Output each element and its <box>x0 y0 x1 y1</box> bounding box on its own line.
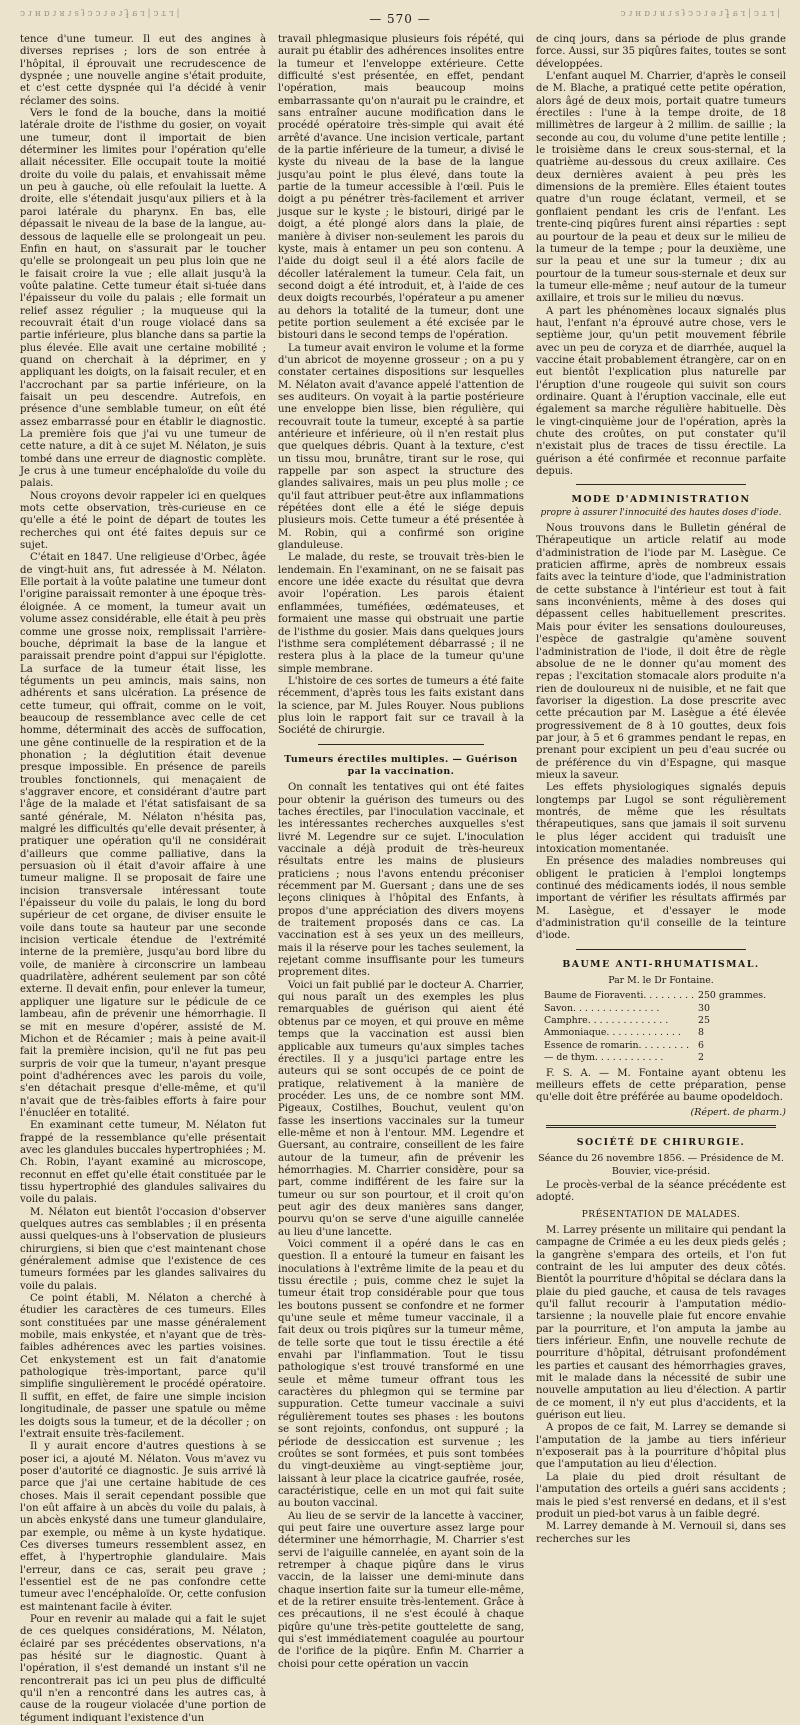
paragraph: M. Nélaton eut bientôt l'occasion d'observer quelques autres cas semblables ; il en présenta aussi quelques-uns à l'observation de plusieurs chirurgiens, si bien que c'est maintenant chose généralement admise que l'existence de ces tumeurs formées par les glandes salivaires du voile du palais. <box>20 1206 266 1292</box>
paragraph: L'enfant auquel M. Charrier, d'après le conseil de M. Blache, a pratiqué cette petite opération, alors âgé de deux mois, portait quatre tumeurs érectiles : l'une à la tempe droite, de 18 millimètres de largeur à 2 millim. de saillie ; la seconde au cou, du volume d'une petite lentille ; le troisième dans le creux sous-sternal, et la quatrième au-dessous du creux axillaire. Ces deux dernières avaient à peu près les dimensions de la première. Elles étaient toutes quatre d'un rouge éclatant, vermeil, et se gonflaient pendant les cris de l'enfant. Les trente-cinq piqûres furent ainsi réparties : sept au pourtour de la peau et deux sur le milieu de la tumeur de la tempe ; pour la deuxième, une sur la peau et une sur la tumeur ; dix au pourtour de la tumeur sous-sternale et deux sur la tumeur elle-même ; neuf autour de la tumeur axillaire, et trois sur le milieu du nœvus. <box>536 71 786 305</box>
running-header <box>0 8 800 30</box>
recipe-ingredient: — de thym. . . . . . . . . . . . <box>544 1052 664 1064</box>
section-divider <box>576 949 746 950</box>
paragraph: Le procès-verbal de la séance précédente est adopté. <box>536 1179 786 1204</box>
paragraph: Pour en revenir au malade qui a fait le sujet de ces quelques considérations, M. Nélaton, éclairé par ses précédentes observations, n'a pas hésité sur le diagnostic. Quant à l'opération, il s'est demandé un instant s'il ne rencontrerait pas ici un peu plus de difficulté qu'il n'en a rencontré dans les autres cas, à cause de la rougeur violacée d'une portion de tégument indiquant l'existence d'un <box>20 1614 266 1724</box>
section-title-erectile-tumors: Tumeurs érectiles multiples. — Guérison par la vaccination. <box>284 753 518 777</box>
recipe-row <box>544 1027 786 1039</box>
recipe-ingredient: Camphre. . . . . . . . . . . . . . <box>544 1015 669 1027</box>
paragraph: Vers le fond de la bouche, dans la moitié latérale droite de l'isthme du gosier, on voyait une tumeur, dont il importait de bien déterminer les limites pour l'opération qu'elle allait nécessiter. Elle occupait toute la moitié droite du voile du palais, et envahissait même un peu à gauche, où elle refoulait la luette. A droite, elle s'étendait jusqu'aux piliers et à la paroi latérale du pharynx. En bas, elle dépassait le niveau de la base de la langue, au-dessous de laquelle elle se prolongeait un peu. Enfin en haut, on s'assurait par le toucher qu'elle se prolongeait un peu plus loin que ne le faisait croire la vue ; elle allait jusqu'à la voûte palatine. Cette tumeur était si-tuée dans l'épaisseur du voile du palais ; elle formait un relief assez régulier ; la muqueuse qui la recouvrait était d'un rouge violacé dans sa partie inférieure, plus blanche dans sa partie la plus élevée. Elle avait une certaine mobilité ; quand on cherchait à la déprimer, en y appliquant les doigts, on la faisait reculer, et en l'accrochant par sa partie inférieure, on la faisait un peu descendre. Autrefois, en présence d'une semblable tumeur, on eût été assez embarrassé pour en établir le diagnostic. La première fois que j'ai vu une tumeur de cette nature, a dit à ce sujet M. Nélaton, je suis tombé dans une erreur de diagnostic complète. Je crus à une tumeur encéphaloïde du voile du palais. <box>20 108 266 490</box>
paragraph: A propos de ce fait, M. Larrey se demande si l'amputation de la jambe au tiers inférieur n'exposerait pas à la pourriture d'hôpital plus que l'amputation au lieu d'élection. <box>536 1422 786 1471</box>
paragraph: de cinq jours, dans sa période de plus grande force. Aussi, sur 35 piqûres faites, toutes se sont développées. <box>536 34 786 70</box>
recipe-ingredient: Savon. . . . . . . . . . . . . . . <box>544 1002 660 1014</box>
paragraph: L'histoire de ces sortes de tumeurs a été faite récemment, d'après tous les faits existant dans la science, par M. Jules Rouyer. Nous publions plus loin le rapport fait sur ce travail à la Société de chirurgie. <box>278 675 524 737</box>
column-middle <box>278 34 524 1670</box>
paragraph: On connaît les tentatives qui ont été faites pour obtenir la guérison des tumeurs ou des taches érectiles, par l'inoculation vaccinale, et les intéressantes recherches auxquelles s'est livré M. Legendre sur ce sujet. L'inoculation vaccinale a déjà produit de très-heureux résultats entre les mains de plusieurs praticiens ; nous l'avons entendu préconiser récemment par M. Guersant ; dans une de ses leçons cliniques à l'hôpital des Enfants, à propos d'une appréciation des divers moyens de traitement proposés dans ce cas. La vaccination est à ses yeux un des meilleurs, mais il la réserve pour les taches seulement, la rejetant comme insuffisante pour les tumeurs proprement dites. <box>278 782 524 979</box>
section-divider <box>576 484 746 485</box>
paragraph: Nous croyons devoir rappeler ici en quelques mots cette observation, très-curieuse en ce qu'elle a été le point de départ de toutes les recherches qui ont été faites depuis sur ce sujet. <box>20 490 266 552</box>
column-left <box>20 34 266 1724</box>
recipe-quantity: 6 <box>698 1039 704 1051</box>
paragraph: C'était en 1847. Une religieuse d'Orbec, âgée de vingt-huit ans, fut adressée à M. Nélaton. Elle portait à la voûte palatine une tumeur dont l'origine paraissait remonter à une époque très-éloignée. A ce moment, la tumeur avait un volume assez considérable, elle était à peu près comme une grosse noix, remplissait l'arrière-bouche, déprimait la base de la langue et paraissait prendre point d'appui sur l'épiglotte. La surface de la tumeur était lisse, les téguments un peu amincis, mais sains, non adhérents et sans ulcération. La présence de cette tumeur, qui offrait, comme on le voit, beaucoup de ressemblance avec celle de cet homme, déterminait des accès de suffocation, une gêne continuelle de la respiration et de la phonation ; la déglutition était devenue presque impossible. En présence de pareils troubles fonctionnels, qui menaçaient de s'aggraver encore, et considérant d'autre part l'âge de la malade et l'état satisfaisant de sa santé générale, M. Nélaton n'hésita pas, malgré les difficultés qu'elle devait présenter, à pratiquer une opération qu'il ne considérait d'ailleurs que comme palliative, dans la persuasion où il était d'avoir affaire à une tumeur maligne. Il se proposait de faire une incision transversale intéressant toute l'épaisseur du voile du palais, le long du bord supérieur de cet organe, de diviser ensuite le voile dans toute sa hauteur par une seconde incision verticale étendue de l'extrémité interne de la première, jusqu'au bord libre du voile, de manière à circonscrire un lambeau quadrilatère, adhérent seulement par son côté externe. Il devait enfin, pour enlever la tumeur, appliquer une ligature sur le pédicule de ce lambeau, afin de prévenir une hémorrhagie. Il se mit en mesure d'opérer, assisté de M. Michon et de Récamier ; mais à peine avait-il fait la première incision, qu'il ne fut pas peu surpris de voir que la tumeur, n'ayant presque point d'adhérences avec les parois du voile, s'en détachait presque d'elle-même, et qu'il n'avait que de très-faibles efforts à faire pour l'énucléer en totalité. <box>20 552 266 1119</box>
recipe-quantity: 8 <box>698 1027 704 1039</box>
recipe-ingredient: Ammoniaque. . . . . . . . . . . . . <box>544 1027 681 1039</box>
paragraph: En présence des maladies nombreuses qui obligent le praticien à l'emploi longtemps continué des médicaments iodés, il nous semble important de vérifier les résultats affirmés par M. Lasègue, et d'essayer le mode d'administration qu'il conseille de la teinture d'iode. <box>536 856 786 942</box>
paragraph: F. S. A. — M. Fontaine ayant obtenu les meilleurs effets de cette préparation, pense qu'elle doit être préférée au baume opodeldoch. <box>536 1067 786 1104</box>
author-line: Par M. le Dr Fontaine. <box>608 975 714 987</box>
section-heading <box>536 494 786 519</box>
recipe-quantity: 25 <box>698 1015 710 1027</box>
paragraph: M. Larrey présente un militaire qui pendant la campagne de Crimée a eu les deux pieds gelés ; la gangrène s'empara des orteils, et l'on fut contraint de les lui amputer des deux côtés. Bientôt la pourriture d'hôpital se déclara dans la plaie du pied gauche, et causa de tels ravages qu'il fallut recourir à l'amputation médio-tarsienne ; la nouvelle plaie fut encore envahie par la pourriture, et l'on amputa la jambe au tiers inférieur. Enfin, une nouvelle rechute de pourriture d'hôpital, détruisant profondément les parties et causant des hémorrhagies graves, mit le malade dans la nécessité de subir une nouvelle amputation au lieu d'élection. A partir de ce moment, il n'y eut plus d'accidents, et la guérison eut lieu. <box>536 1224 786 1422</box>
paragraph: Ce point établi, M. Nélaton a cherché à étudier les caractères de ces tumeurs. Elles sont constituées par une masse généralement mobile, mais enkystée, et n'ayant que de très-faibles adhérences avec les parties voisines. Cet enkystement est un fait d'anatomie pathologique très-important, parce qu'il simplifie singulièrement le procédé opératoire. Il suffit, en effet, de faire une simple incision longitudinale, de passer une spatule ou même les doigts sous la tumeur, et de la décoller ; on l'extrait ensuite très-facilement. <box>20 1293 266 1440</box>
paragraph: En examinant cette tumeur, M. Nélaton fut frappé de la ressemblance qu'elle présentait avec les glandules buccales hypertrophiées ; M. Ch. Robin, l'ayant examiné au microscope, reconnut en effet qu'elle était constituée par le tissu hypertrophié des glandules salivaires du voile du palais. <box>20 1120 266 1206</box>
section-heading <box>536 1137 786 1149</box>
section-title-iodine: MODE D'ADMINISTRATION <box>571 494 751 506</box>
paragraph: Au lieu de se servir de la lancette à vacciner, qui peut faire une ouverture assez large pour déterminer une hémorrhagie, M. Charrier s'est servi de l'aiguille cannelée, en ayant soin de la retremper à chaque piqûre dans le virus vaccin, de la laisser une demi-minute dans chaque insertion faite sur la tumeur elle-même, et de la retirer ensuite très-lentement. Grâce à ces précautions, il ne s'est écoulé à chaque piqûre qu'une très-petite gouttelette de sang, qui s'est immédiatement coagulée au pourtour de l'orifice de la piqûre. Enfin M. Charrier a choisi pour cette opération un vaccin <box>278 1510 524 1670</box>
paragraph: Il y aurait encore d'autres questions à se poser ici, a ajouté M. Nélaton. Vous m'avez vu poser d'autorité ce diagnostic. Je suis arrivé là parce que j'ai une certaine habitude de ces choses. Mais il serait cependant possible que l'on eût affaire à un abcès du voile du palais, à un abcès enkysté dans une tumeur glandulaire, par exemple, ou même à un kyste hydatique. Ces diverses tumeurs ressemblent assez, en effet, à l'hypertrophie glandulaire. Mais l'erreur, dans ce cas, serait peu grave ; l'essentiel est de ne pas confondre cette tumeur avec l'encéphaloïde. Or, cette confusion est maintenant facile à éviter. <box>20 1441 266 1613</box>
section-subtitle-iodine: propre à assurer l'innocuité des hautes doses d'iode. <box>540 507 782 518</box>
section-divider <box>318 744 484 745</box>
paragraph: M. Larrey demande à M. Vernouil si, dans ses recherches sur les <box>536 1521 786 1545</box>
recipe-quantity: 2 <box>698 1052 704 1064</box>
recipe-list <box>544 990 786 1064</box>
paragraph: Le malade, du reste, se trouvait très-bien le lendemain. En l'examinant, on ne se faisait pas encore une idée exacte du résultat que devra avoir l'opération. Les parois étaient enflammées, tuméfiées, œdémateuses, et formaient une masse qui obstruait une partie de l'isthme du gosier. Mais dans quelques jours l'isthme sera complétement débarrassé ; il ne restera plus à la place de la tumeur qu'une simple membrane. <box>278 552 524 675</box>
paragraph: Nous trouvons dans le Bulletin général de Thérapeutique un article relatif au mode d'administration de l'iode par M. Lasègue. Ce praticien affirme, après de nombreux essais faits avec la teinture d'iode, que l'administration de cette substance à l'intérieur est tout à fait sans inconvénients, même à des doses qui dépassent celles habituellement prescrites. Mais pour éviter les sensations douloureuses, l'espèce de gastralgie qu'amène souvent l'administration de l'iode, il doit être de règle absolue de ne le donner qu'au moment des repas ; l'excitation stomacale alors produite n'a rien de douloureux ni de nuisible, et ne fait que favoriser la digestion. La dose prescrite avec cette précaution par M. Lasègue a été élevée progressivement de 8 à 10 gouttes, deux fois par jour, à 5 et 6 grammes pendant le repas, en prenant pour excipient un peu d'eau sucrée ou de préférence du vin d'Espagne, qui masque mieux la saveur. <box>536 523 786 781</box>
paragraph: tence d'une tumeur. Il eut des angines à diverses reprises ; lors de son entrée à l'hôpital, il éprouvait une recrudescence de dyspnée ; une nouvelle angine s'était produite, et c'est cette dyspnée qui l'a décidé à venir réclamer des soins. <box>20 34 266 107</box>
column-right <box>536 34 786 1545</box>
recipe-quantity: 250 grammes. <box>698 990 767 1002</box>
section-heading <box>536 959 786 971</box>
paragraph: Voici un fait publié par le docteur A. Charrier, qui nous paraît un des exemples les plus remarquables de guérison qui aient été obtenus par ce moyen, et qui prouve en même temps que la vaccination est aussi bien applicable aux tumeurs qu'aux simples taches érectiles. Il y a jusqu'ici partage entre les auteurs qui se sont occupés de ce point de pratique, relativement à la manière de procéder. Les uns, de ce nombre sont MM. Pigeaux, Costilhes, Bouchut, veulent qu'on fasse les insertions vaccinales sur la tumeur elle-même et non à l'entour. MM. Legendre et Guersant, au contraire, conseillent de les faire autour de la tumeur, afin de prévenir les hémorrhagies. M. Charrier considère, pour sa part, comme indifférent de les faire sur la tumeur ou sur son pourtour, et il croit qu'on peut agir des deux manières sans danger, pourvu qu'on se serve d'une aiguille cannelée au lieu d'une lancette. <box>278 979 524 1238</box>
recipe-ingredient: Baume de Fioraventi. . . . . . . . . <box>544 990 694 1002</box>
bleed-through-text-right: ɔ ɿ ʜ ɒ ɿ ᴙ ɿ ƨ ɟ ɔ ɔ ɿ ɘ ɿ Ɉ ɐ ɹ | ɔ ᴛ ɹ | <box>620 8 780 18</box>
recipe-row <box>544 1040 786 1052</box>
recipe-ingredient: Essence de romarin. . . . . . . . . <box>544 1039 690 1051</box>
section-title-societe: SOCIÉTÉ DE CHIRURGIE. <box>576 1136 746 1148</box>
section-title-baume: BAUME ANTI-RHUMATISMAL. <box>562 958 760 970</box>
section-heading <box>278 754 524 779</box>
paragraph: A part les phénomènes locaux signalés plus haut, l'enfant n'a éprouvé autre chose, vers le septième jour, qu'un petit mouvement fébrile avec un peu de coryza et de diarrhée, auquel la vaccine était probablement étrangère, car on en eut bientôt l'explication plus naturelle par l'éruption d'une rougeole qui suivit son cours ordinaire. Quant à l'éruption vaccinale, elle eut également sa marche régulière habituelle. Dès le vingt-cinquième jour de l'opération, après la chute des croûtes, on put constater qu'il n'existait plus de traces de tissu érectile. La guérison a été confirmée et reconnue parfaite depuis. <box>536 305 786 478</box>
section-divider <box>546 1125 776 1128</box>
paragraph: Les effets physiologiques signalés depuis longtemps par Lugol se sont régulièrement montrés, de même que les résultats thérapeutiques, sans que jamais il soit survenu le plus léger accident qui traduisît une intoxication momentanée. <box>536 782 786 855</box>
paragraph: travail phlegmasique plusieurs fois répété, qui aurait pu établir des adhérences insolites entre la tumeur et l'enveloppe extérieure. Cette difficulté s'est présentée, en effet, pendant l'opération, mais beaucoup moins embarrassante qu'on n'aurait pu le craindre, et sans entraîner aucune modification dans le procédé opératoire très-simple qui avait été arrêté d'avance. Une incision verticale, partant de la partie inférieure de la tumeur, a divisé le kyste du niveau de la base de la langue jusqu'au point le plus élevé, dans toute la partie de la tumeur accessible à l'œil. Puis le doigt a pu pénétrer très-facilement et arriver jusque sur le kyste ; le bistouri, dirigé par le doigt, a été plongé alors dans la plaie, de manière à diviser non-seulement les parois du kyste, mais à entamer un peu son contenu. A l'aide du doigt seul il a été alors facile de décoller latéralement la tumeur. Cela fait, un second doigt a été introduit, et, à l'aide de ces deux doigts recourbés, l'opérateur a pu amener au dehors la totalité de la tumeur, dont une petite portion seulement a été excisée par le bistouri dans le second temps de l'opération. <box>278 34 524 342</box>
paragraph: La plaie du pied droit résultant de l'amputation des orteils a guéri sans accidents ; mais le pied s'est renversé en dedans, et il s'est produit un pied-bot varus à un faible degré. <box>536 1471 786 1520</box>
subsection-heading: PRÉSENTATION DE MALADES. <box>581 1209 741 1220</box>
source-citation: (Répert. de pharm.) <box>690 1106 786 1118</box>
recipe-row <box>544 1052 786 1064</box>
paragraph: Voici comment il a opéré dans le cas en question. Il a entouré la tumeur en faisant les inoculations à l'extrême limite de la peau et du tissu érectile ; puis, comme chez le sujet la tumeur était trop considérable pour que tous les boutons pussent se confondre et ne former qu'une seule et même tumeur vaccinale, il a fait deux ou trois piqûres sur la tumeur même, de telle sorte que tout le tissu érectile a été envahi par l'inflammation. Tout le tissu pathologique s'est trouvé transformé en une seule et même tumeur offrant tous les caractères du phlegmon qui se termine par suppuration. Cette tumeur vaccinale a suivi régulièrement toutes ses phases : les boutons se sont rejoints, confondus, ont suppuré ; la période de dessiccation est survenue ; les croûtes se sont formées, et puis sont tombées du vingt-deuxième au vingt-septième jour, laissant à leur place la cicatrice gaufrée, rosée, caractéristique, celle en un mot qui fait suite au bouton vaccinal. <box>278 1239 524 1510</box>
recipe-row <box>544 990 786 1002</box>
bleed-through-text-left: ɔ ɿ ʜ ɒ ɿ ᴙ ɿ ƨ ɟ ɔ ɔ ɿ ɘ ɿ Ɉ ɐ ɹ | ɔ ᴛ ɹ | <box>20 8 180 18</box>
session-line: Séance du 26 novembre 1856. — Présidence de M. Bouvier, vice-présid. <box>538 1153 784 1177</box>
recipe-quantity: 30 <box>698 1002 710 1014</box>
paragraph: La tumeur avait environ le volume et la forme d'un abricot de moyenne grosseur ; on a pu y constater certaines dispositions sur lesquelles M. Nélaton avait d'avance appelé l'attention de ses auditeurs. On voyait à la partie postérieure une enveloppe bien lisse, bien régulière, qui recouvrait toute la tumeur, excepté à sa partie antérieure et inférieure, où il n'en restait plus que quelques débris. Quant à la texture, c'est un tissu mou, brunâtre, tirant sur le rose, qui rappelle par son aspect la structure des glandes salivaires, mais un peu plus molle ; ce qu'il faut attribuer peut-être aux inflammations répétées dont elle a été le siége depuis plusieurs mois. Cette tumeur a été présentée à M. Robin, qui a confirmé son origine glanduleuse. <box>278 342 524 552</box>
recipe-row <box>544 1003 786 1015</box>
recipe-row <box>544 1015 786 1027</box>
page-number: — 570 — <box>369 12 431 26</box>
